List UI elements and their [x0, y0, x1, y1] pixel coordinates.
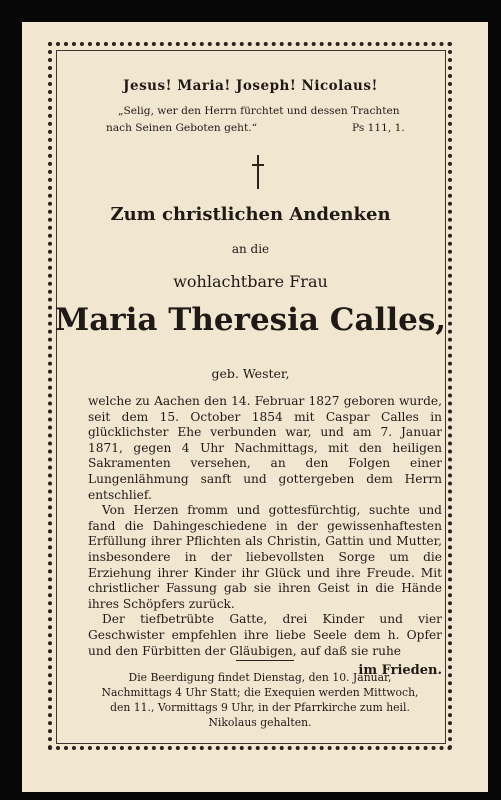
divider — [236, 660, 294, 661]
quote-line-1: „Selig, wer den Herrn fürchtet und dessen Trachten — [118, 105, 400, 117]
funeral-line-2: Nachmittags 4 Uhr Statt; die Exequien werden Mittwoch, — [101, 686, 419, 699]
subtitle: wohlachtbare Frau — [173, 272, 328, 291]
closing-phrase: im Frieden. — [358, 663, 442, 679]
heading: Zum christlichen Andenken — [110, 204, 391, 225]
paragraph-mourners: Der tiefbetrübte Gatte, drei Kinder und vier Geschwister empfehlen ihre liebe Seele dem h. Opfer und den Fürbitten der Gläubigen, auf daß sie ruhe — [88, 612, 442, 658]
maiden-name: geb. Wester, — [211, 366, 290, 381]
funeral-line-4: Nikolaus gehalten. — [208, 716, 312, 729]
paragraph-birth-death: welche zu Aachen den 14. Februar 1827 geboren wurde, seit dem 15. October 1854 mit Caspar Calles in glücklichster Ehe verbunden war, und am 7. Januar 1871, gegen 4 Uhr Nachmittags, mit den heiligen Sakramenten versehen, an den Folgen einer Lungenlähmung sanft und gottergeben dem Herrn entschlief. — [88, 394, 442, 502]
paragraph-character: Von Herzen fromm und gottesfürchtig, suchte und fand die Dahingeschiedene in der gewissenhaftesten Erfüllung ihrer Pflichten als Christin, Gattin und Mutter, insbesondere in der liebevollsten Sorge um die Erziehung ihrer Kinder ihr Glück und ihre Freude. Mit christlicher Fassung gab sie ihren Geist in die Hände ihres Schöpfers zurück. — [88, 503, 442, 611]
deceased-name: Maria Theresia Calles, — [54, 302, 447, 338]
quote-reference: Ps 111, 1. — [352, 122, 405, 134]
cross-icon — [252, 155, 264, 189]
quote-line-2: nach Seinen Geboten geht.“ — [106, 122, 257, 134]
invocation-line: Jesus! Maria! Joseph! Nicolaus! — [123, 78, 378, 94]
funeral-notice — [92, 670, 428, 730]
an-die-text: an die — [231, 242, 270, 256]
funeral-line-3: den 11., Vormittags 9 Uhr, in der Pfarrkirche zum heil. — [110, 701, 410, 714]
obituary-text — [88, 394, 442, 679]
funeral-line-1: Die Beerdigung findet Dienstag, den 10. Januar, — [128, 671, 392, 684]
